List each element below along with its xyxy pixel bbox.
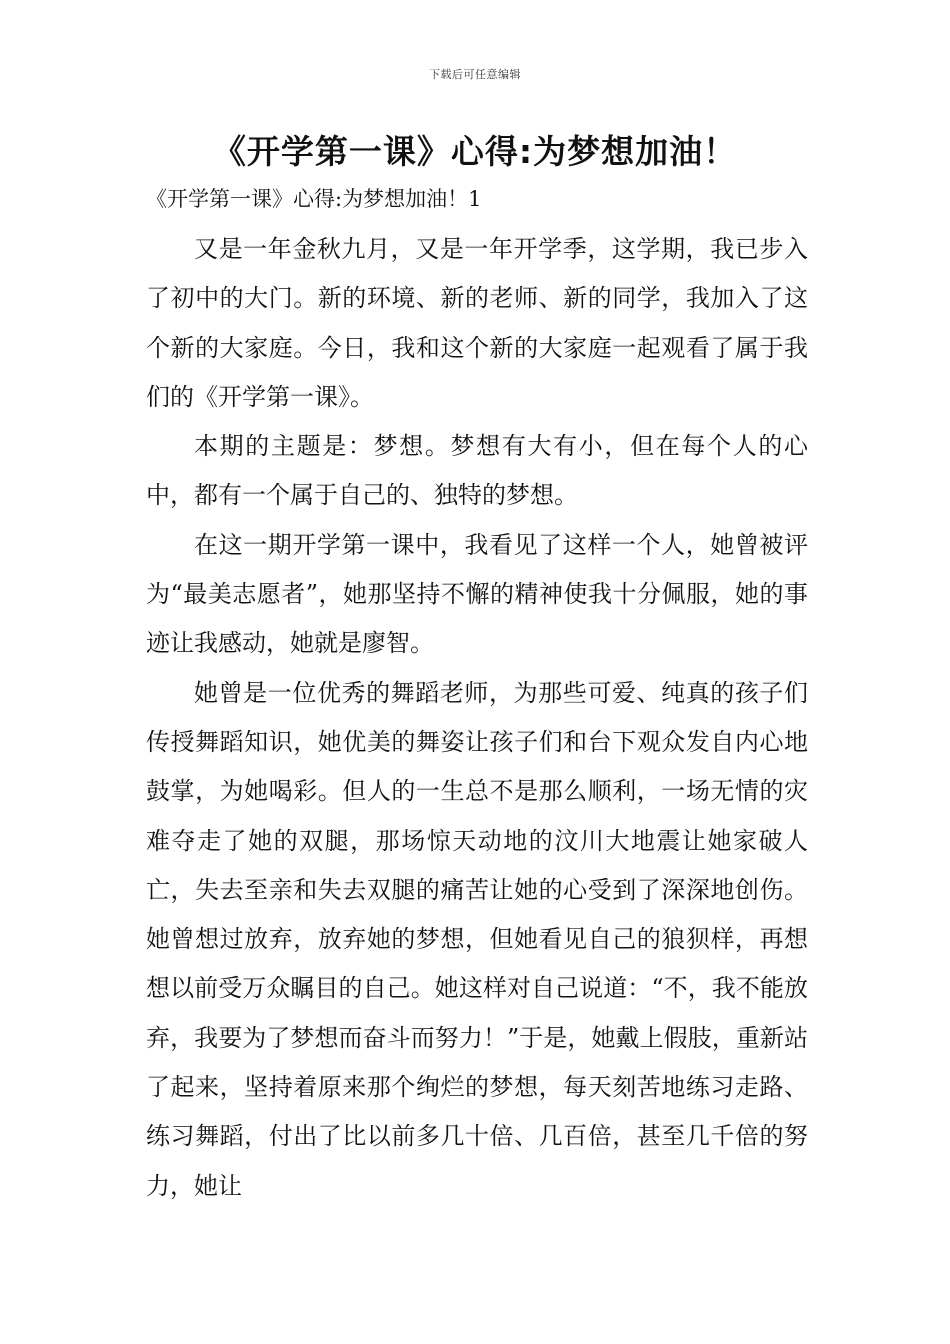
body-text	[146, 225, 808, 1211]
document-title: 《开学第一课》心得:为梦想加油！	[212, 132, 738, 171]
paragraph: 在这一期开学第一课中，我看见了这样一个人，她曾被评为“最美志愿者”，她那坚持不懈的精神使我十分佩服，她的事迹让我感动，她就是廖智。	[146, 530, 808, 658]
paragraph: 她曾是一位优秀的舞蹈老师，为那些可爱、纯真的孩子们传授舞蹈知识，她优美的舞姿让孩子们和台下观众发自内心地鼓掌，为她喝彩。但人的一生总不是那么顺利，一场无情的灾难夺走了她的双腿，那场惊天动地的汶川大地震让她家破人亡，失去至亲和失去双腿的痛苦让她的心受到了深深地创伤。她曾想过放弃，放弃她的梦想，但她看见自己的狼狈样，再想想以前受万众瞩目的自己。她这样对自己说道：“不，我不能放弃，我要为了梦想而奋斗而努力！”于是，她戴上假肢，重新站了起来，坚持着原来那个绚烂的梦想，每天刻苦地练习走路、练习舞蹈，付出了比以前多几十倍、几百倍，甚至几千倍的努力，她让	[146, 678, 808, 1200]
paragraph: 又是一年金秋九月，又是一年开学季，这学期，我已步入了初中的大门。新的环境、新的老师、新的同学，我加入了这个新的大家庭。今日，我和这个新的大家庭一起观看了属于我们的《开学第一课》。	[146, 235, 808, 411]
document-subtitle: 《开学第一课》心得:为梦想加油！1	[146, 187, 482, 211]
header-note: 下载后可任意编辑	[429, 68, 521, 81]
paragraph: 本期的主题是：梦想。梦想有大有小，但在每个人的心中，都有一个属于自己的、独特的梦想。	[146, 432, 808, 510]
